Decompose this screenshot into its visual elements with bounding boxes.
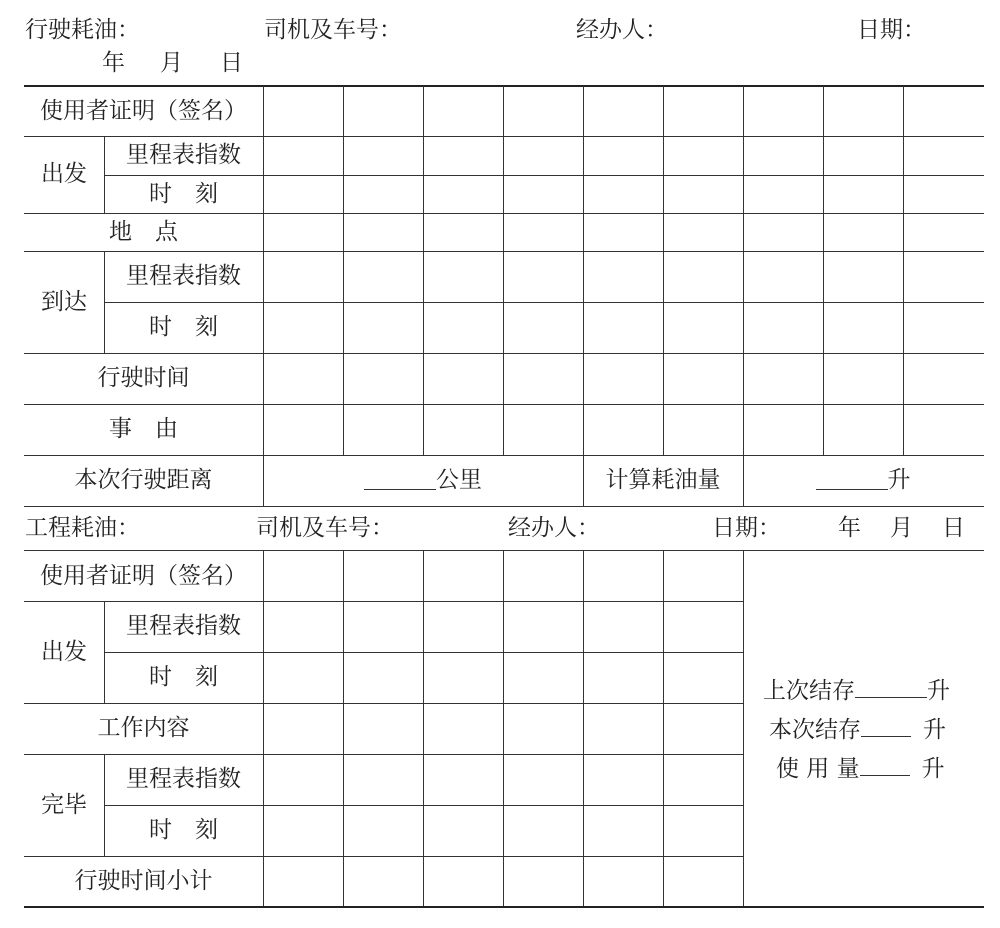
- fuel-blank-line: [816, 471, 888, 490]
- form1-arrive-time-label: 时 刻: [149, 314, 218, 340]
- usage-field[interactable]: [776, 757, 945, 781]
- form1-arrive-odometer-label: 里程表指数: [126, 263, 241, 289]
- form1-fuel-field[interactable]: [743, 455, 983, 506]
- usage-label: 使 用 量: [776, 756, 860, 782]
- form1-arrive-label: 到达: [41, 288, 87, 315]
- form1-user-sign-label: 使用者证明（签名）: [40, 97, 247, 124]
- liter-unit: 升: [887, 467, 911, 493]
- form2-bottom-border: [24, 906, 984, 908]
- form1-distance-label: 本次行驶距离: [74, 467, 213, 493]
- form1-day: 日: [220, 50, 243, 76]
- form1-place-label: 地 点: [109, 218, 178, 245]
- this-stock-unit: 升: [923, 717, 946, 743]
- form1-distance-field[interactable]: [263, 455, 583, 506]
- form2-depart-time-label: 时 刻: [149, 664, 218, 690]
- form1-driver-label: 司机及车号：: [264, 17, 402, 43]
- form2-finish-odometer-label: 里程表指数: [126, 766, 241, 792]
- form1-calc-fuel-label: 计算耗油量: [605, 467, 721, 493]
- form1-reason-label: 事 由: [109, 416, 178, 442]
- form2-subtotal-label: 行驶时间小计: [74, 867, 213, 894]
- form1-depart-label: 出发: [41, 161, 87, 187]
- form1-date-label: 日期：: [857, 17, 926, 43]
- form2-user-sign-label: 使用者证明（签名）: [40, 562, 247, 589]
- last-stock-label: 上次结存: [763, 678, 855, 704]
- distance-blank-line: [364, 471, 436, 490]
- form2-month: 月: [890, 515, 913, 541]
- form1-depart-odometer-label: 里程表指数: [126, 142, 241, 168]
- form1-depart-time-label: 时 刻: [149, 180, 218, 207]
- form2-finish-label: 完毕: [41, 791, 87, 818]
- form2-driver-label: 司机及车号：: [256, 515, 394, 541]
- form1-month: 月: [160, 50, 183, 76]
- this-stock-label: 本次结存: [769, 717, 861, 743]
- form2-year: 年: [838, 515, 861, 541]
- form2-title: 工程耗油：: [25, 515, 140, 541]
- form1-year: 年: [102, 50, 125, 76]
- usage-unit: 升: [921, 756, 945, 782]
- form2-depart-label: 出发: [41, 638, 87, 665]
- form2-finish-time-label: 时 刻: [149, 817, 218, 843]
- form2-date-label: 日期：: [712, 515, 781, 541]
- form2-handler-label: 经办人：: [508, 515, 600, 541]
- this-stock-field[interactable]: [769, 718, 946, 742]
- form2-depart-odometer-label: 里程表指数: [126, 613, 241, 639]
- form1-handler-label: 经办人：: [576, 17, 668, 43]
- last-stock-field[interactable]: [763, 679, 950, 703]
- form1-title: 行驶耗油：: [25, 17, 140, 43]
- km-unit: 公里: [436, 467, 482, 493]
- form1-drive-time-label: 行驶时间: [97, 365, 190, 391]
- form2-work-label: 工作内容: [97, 715, 190, 741]
- form2-day: 日: [942, 515, 965, 541]
- last-stock-unit: 升: [927, 678, 950, 704]
